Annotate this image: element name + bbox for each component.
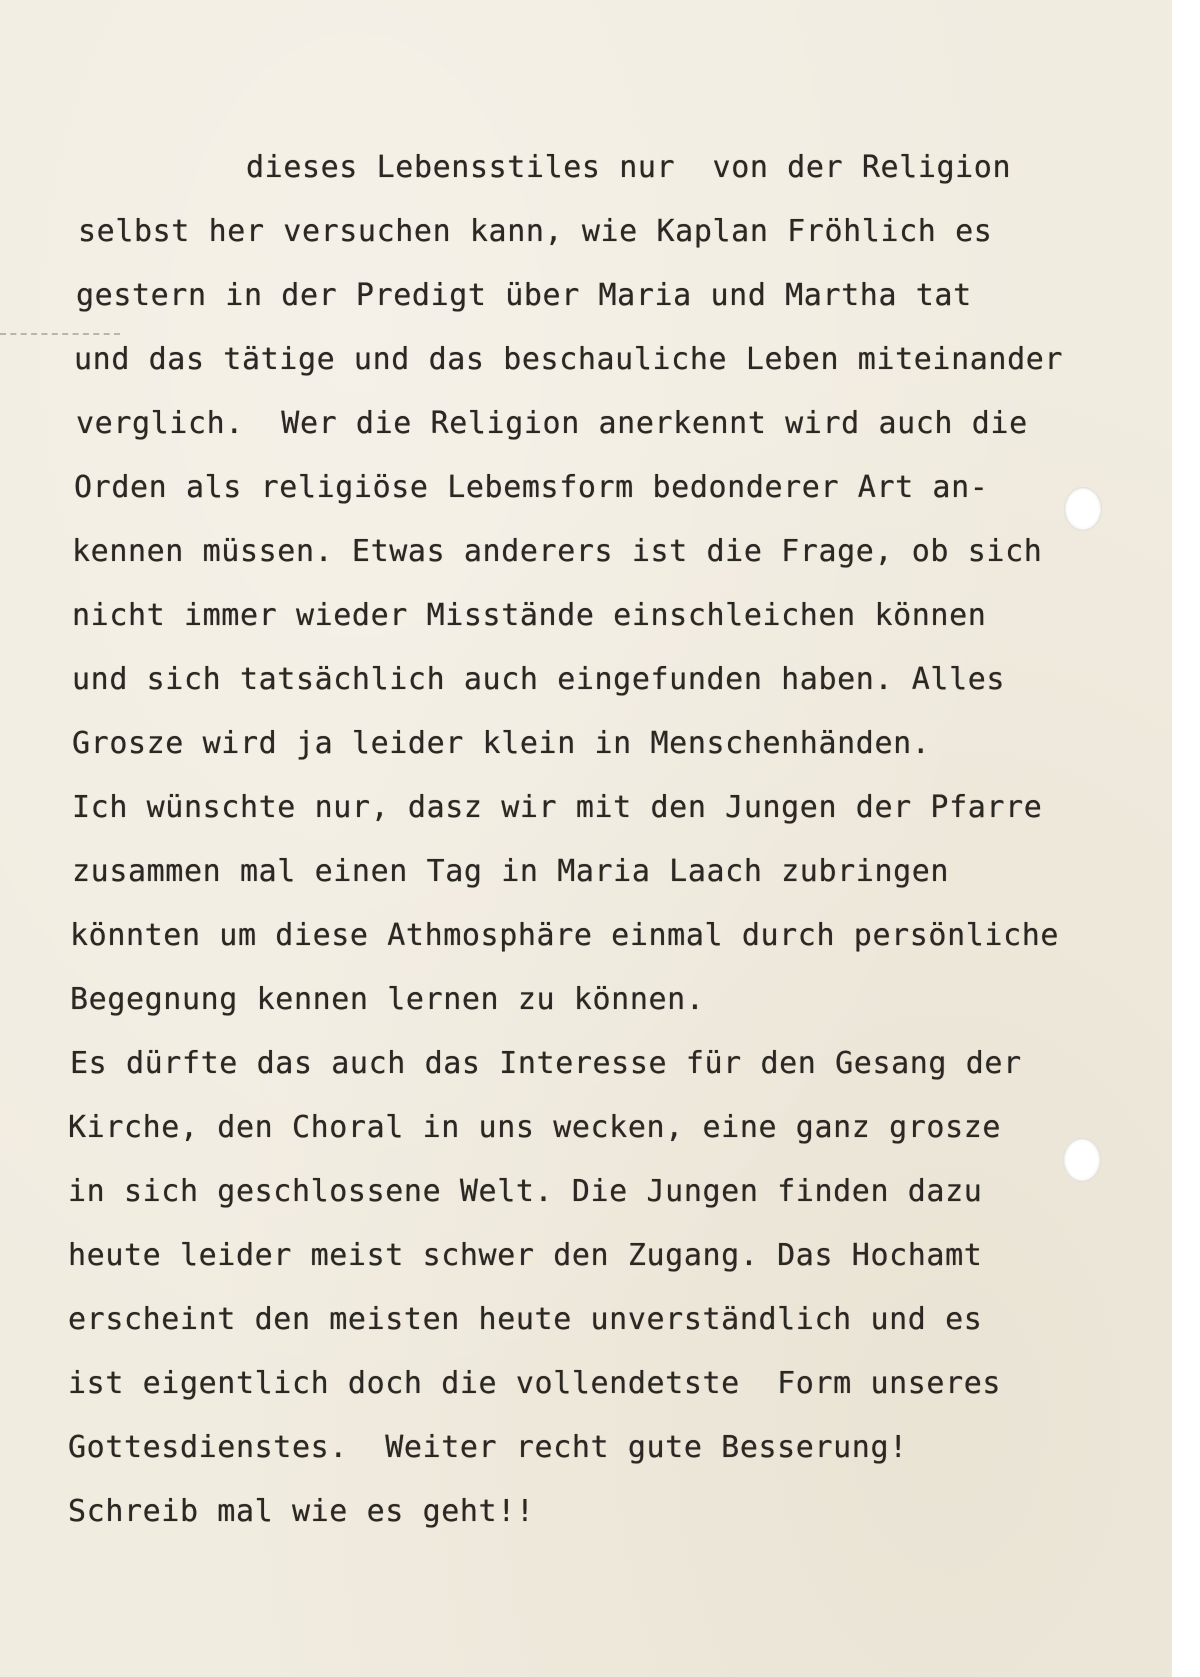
text-line: Orden als religiöse Lebemsform bedonderer Art an- bbox=[74, 470, 989, 505]
text-line: nicht immer wieder Misstände einschleichen können bbox=[72, 598, 987, 633]
text-line: erscheint den meisten heute unverständlich und es bbox=[68, 1302, 983, 1337]
text-line: könnten um diese Athmosphäre einmal durch persönliche bbox=[70, 918, 1060, 953]
text-line: in sich geschlossene Welt. Die Jungen finden dazu bbox=[68, 1174, 983, 1209]
text-line: Kirche, den Choral in uns wecken, eine ganz grosze bbox=[68, 1110, 1002, 1145]
text-line: ist eigentlich doch die vollendetste Form unseres bbox=[68, 1366, 1002, 1401]
text-line: dieses Lebensstiles nur von der Religion bbox=[246, 150, 1012, 185]
text-line: Gottesdienstes. Weiter recht gute Besserung! bbox=[68, 1430, 908, 1465]
text-line: zusammen mal einen Tag in Maria Laach zubringen bbox=[72, 854, 950, 889]
text-line: verglich. Wer die Religion anerkennt wird auch die bbox=[76, 406, 1028, 441]
text-line: Schreib mal wie es geht!! bbox=[68, 1494, 535, 1529]
text-line: selbst her versuchen kann, wie Kaplan Fröhlich es bbox=[78, 214, 993, 249]
text-line: Ich wünschte nur, dasz wir mit den Jungen der Pfarre bbox=[72, 790, 1043, 825]
punch-hole-bottom bbox=[1063, 1138, 1101, 1182]
text-line: und sich tatsächlich auch eingefunden haben. Alles bbox=[72, 662, 1006, 697]
margin-mark bbox=[0, 333, 120, 335]
scan-edge bbox=[1172, 0, 1186, 1677]
text-line: heute leider meist schwer den Zugang. Das Hochamt bbox=[68, 1238, 983, 1273]
text-line: und das tätige und das beschauliche Leben miteinander bbox=[74, 342, 1064, 377]
text-line: gestern in der Predigt über Maria und Martha tat bbox=[76, 278, 972, 313]
text-line: Es dürfte das auch das Interesse für den Gesang der bbox=[70, 1046, 1022, 1081]
text-line: Grosze wird ja leider klein in Menschenhänden. bbox=[72, 726, 931, 761]
punch-hole-top bbox=[1064, 487, 1102, 531]
text-line: kennen müssen. Etwas andererѕ ist die Frage, ob sich bbox=[72, 534, 1043, 569]
text-line: Begegnung kennen lernen zu können. bbox=[70, 982, 705, 1017]
